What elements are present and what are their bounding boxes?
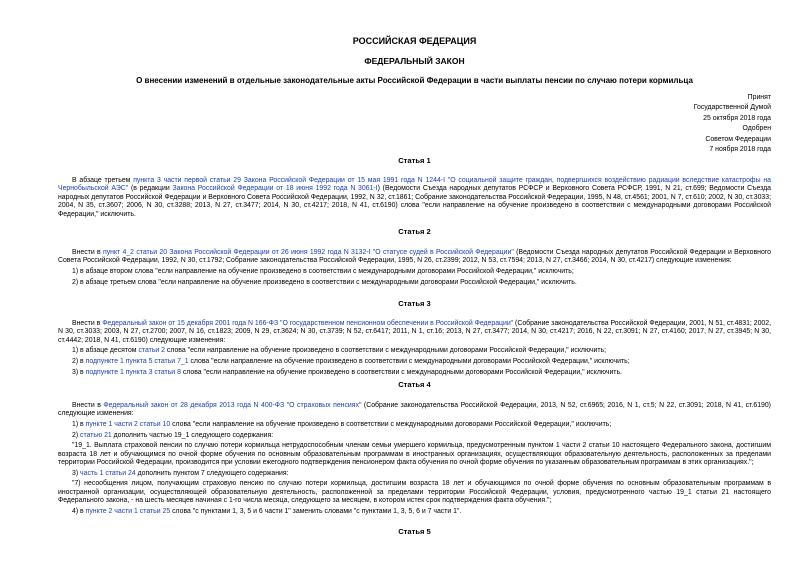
text-span: 2) в — [72, 358, 86, 365]
text-span: дополнить пунктом 7 следующего содержания: — [135, 469, 289, 477]
text-span: (Ведомости Съезда народных депутатов Российской Федерации и Верховного Совета Российской Федерации, 1992, N 30, ст.1792; Собрание законодательства Российской Федерации, 1995, N 26, ст.2399; 2012, N 53, ст.7594; 2013, N 27, ст.3466; 2014, N 30, ст.4217) следующие изменения: — [58, 249, 771, 265]
article-4-item-3 — [58, 470, 771, 478]
text-span: слова "с пунктами 1, 3, 5 и 6 части 1" заменить словами "с пунктами 1, 3, 5, 6 и 7 части 1". — [170, 507, 462, 515]
accepted-line: 7 ноября 2018 года — [709, 146, 771, 154]
law-link[interactable]: пункте 1 части 2 статьи 10 — [85, 421, 171, 428]
acceptance-block — [571, 93, 771, 155]
article-1-text — [58, 177, 771, 219]
text-span: (Собрание законодательства Российской Федерации, 2013, N 52, ст.6965; 2016, N 1, ст.5; N 22, ст.3091; 2018, N 41, ст.6190) следующие изменения: — [58, 402, 771, 418]
article-4-intro — [58, 402, 771, 419]
text-span: Внести в — [72, 320, 103, 327]
text-span: В абзаце третьем — [72, 177, 134, 184]
article-4-quote-2: "7) несообщения лицом, получающим страховую пенсию по случаю потери кормильца, достигшим возраста 18 лет и обучающимся по очной форме обучения по основным образовательным программам в иностранной организации, осуществляющей образовательную деятельность, расположенной за пределами территории Российской Федерации, условия, предусмотренного частью 19_1 статьи 21 настоящего Федерального закона, - на шесть месяцев начиная с 1-го числа месяца, следующего за месяцем, в котором истек срок подтверждения факта обучения."; — [58, 480, 771, 504]
country-heading: РОССИЙСКАЯ ФЕДЕРАЦИЯ — [352, 36, 477, 46]
law-link[interactable]: часть 1 статьи 24 — [80, 469, 136, 477]
text-span: слова "если направление на обучение произведено в соответствии с международными договорами Российской Федерации," исключить. — [180, 368, 622, 376]
law-link[interactable]: Федеральный закон от 15 декабря 2001 года N 166-ФЗ "О государственном пенсионном обеспечении в Российской Федерации" — [102, 320, 514, 327]
accepted-line: Государственной Думой — [693, 104, 771, 112]
law-type-heading: ФЕДЕРАЛЬНЫЙ ЗАКОН — [364, 56, 465, 66]
article-4-item-1 — [58, 421, 771, 429]
law-link[interactable]: Федеральный закон от 28 декабря 2013 года N 400-ФЗ "О страховых пенсиях" — [103, 402, 362, 409]
text-span: (в редакции — [128, 185, 173, 193]
text-span: 3) в — [72, 368, 86, 376]
law-link[interactable]: подпункте 1 пункта 5 статьи 7_1 — [85, 358, 189, 365]
article-3-item-2 — [58, 358, 771, 366]
text-span: Внести в — [72, 249, 103, 256]
article-4-title: Статья 4 — [398, 380, 431, 389]
article-2-item-2: 2) в абзаце третьем слова "если направление на обучение произведено в соответствии с международными договорами Российской Федерации," исключить. — [72, 278, 577, 286]
law-title: О внесении изменений в отдельные законодательные акты Российской Федерации в части выплаты пенсии по случаю потери кормильца — [136, 76, 693, 85]
text-span: (Собрание законодательства Российской Федерации, 2001, N 51, ст.4831; 2002, N 30, ст.3033; 2003, N 27, ст.2700; 2007, N 16, ст.1823; 2009, N 29, ст.3624; N 30, ст.3739; N 52, ст.6417; 2011, N 1, ст.16; 2013, N 27, ст.3477; 2014, N 30, ст.4217; 2016, N 22, ст.3091; N 27, ст.4160; 2017, N 27, ст.3945; N 30, ст.4442; 2018, N 41, ст.6190) следующие изменения: — [58, 320, 771, 344]
accepted-line: Одобрен — [742, 125, 771, 133]
article-3-title: Статья 3 — [398, 299, 431, 308]
article-1-title: Статья 1 — [398, 156, 431, 165]
article-4-item-4 — [58, 508, 771, 516]
article-4-item-2 — [58, 432, 771, 440]
article-5-title: Статья 5 — [398, 527, 431, 536]
text-span: 4) в — [72, 507, 86, 515]
law-link[interactable]: статьи 2 — [138, 347, 165, 355]
text-span: 2) — [72, 431, 81, 439]
law-link[interactable]: статью 21 — [80, 431, 112, 439]
article-2-item-1: 1) в абзаце втором слова "если направление на обучение произведено в соответствии с международными договорами Российской Федерации," исключить; — [72, 268, 574, 275]
article-2-intro — [58, 249, 771, 266]
accepted-line: 25 октября 2018 года — [703, 114, 771, 122]
law-link[interactable]: Закона Российской Федерации от 18 июня 1992 года N 3061-I — [172, 185, 378, 193]
text-span: слова "если направление на обучение произведено в соответствии с международными договорами Российской Федерации," исключить; — [165, 347, 607, 355]
accepted-line: Принят — [747, 94, 771, 101]
article-3-body — [58, 320, 771, 379]
text-span: 1) в — [72, 421, 86, 428]
law-link[interactable]: пункте 2 части 1 статьи 25 — [85, 507, 171, 515]
accepted-line: Советом Федерации — [705, 135, 771, 143]
law-link[interactable]: пункт 4_2 статьи 20 Закона Российской Федерации от 26 июня 1992 года N 3132-I "О статусе судей в Российской Федерации" — [102, 249, 514, 256]
text-span: 3) — [72, 469, 81, 477]
text-span: 1) в абзаце десятом — [72, 347, 139, 355]
article-2-title: Статья 2 — [398, 227, 431, 236]
text-span: дополнить частью 19_1 следующего содержания: — [111, 431, 274, 439]
article-3-item-3 — [58, 369, 771, 377]
law-link[interactable]: подпункте 1 пункта 3 статьи 8 — [85, 368, 181, 376]
article-4-quote-1: "19_1. Выплата страховой пенсии по случаю потери кормильца нетрудоспособным членам семьи умершего кормильца, предусмотренным пунктом 1 части 2 статьи 10 настоящего Федерального закона, достигшим возраста 18 лет и обучающимся по очной форме обучения по основным образовательным программам в иностранных организациях, осуществляющих образовательную деятельность, расположенных за пределами территории Российской Федерации, производится при условии ежегодного подтверждения пенсионером факта обучения по очной форме обучения по указанным образовательным программам в этих организациях."; — [58, 442, 771, 466]
article-3-intro — [58, 320, 771, 345]
text-span: Внести в — [72, 402, 104, 409]
text-span: слова "если направление на обучение произведено в соответствии с международными договорами Российской Федерации," исключить; — [170, 421, 612, 428]
text-span: слова "если направление на обучение произведено в соответствии с международными договорами Российской Федерации," исключить; — [188, 358, 630, 365]
article-3-item-1 — [58, 347, 771, 355]
text-span: ) (Ведомости Съезда народных депутатов РСФСР и Верховного Совета РСФСР, 1991, N 21, ст.699; Ведомости Съезда народных депутатов Российской Федерации и Верховного Совета Российской Федерации, 1992, N 32, ст.1861; Собрание законодательства Российской Федерации, 1995, N 48, ст.4561; 2001, N 7, ст.610; 2002, N 30, ст.3033; 2004, N 35, ст.3607; 2006, N 30, ст.3288; 2013, N 27, ст.3477; 2014, N 30, ст.4217; 2018, N 41, ст.6190) слова "если направление на обучение произведено в соответствии с международными договорами Российской Федерации," исключить. — [58, 185, 771, 218]
law-link[interactable]: пункта 3 части первой статьи 29 Закона Российской Федерации от 15 мая 1991 года N 1244-I "О социальной защите граждан, подвергшихся воздействию радиации вследствие катастрофы на Чернобыльской АЭС" — [58, 177, 771, 193]
article-2-body — [58, 249, 771, 289]
article-4-body — [58, 402, 771, 518]
